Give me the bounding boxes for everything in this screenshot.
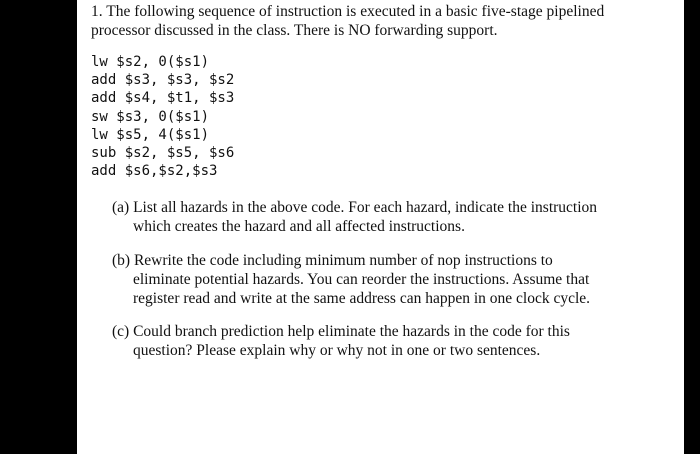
- part-a: [112, 198, 652, 236]
- code-line: lw $s2, 0($s1): [91, 54, 210, 70]
- code-line: sw $s3, 0($s1): [91, 108, 210, 125]
- part-c-line: question? Please explain why or why not in one or two sentences.: [133, 342, 541, 359]
- question-line: 1. The following sequence of instruction is executed in a basic five-stage pipelined: [91, 3, 605, 20]
- code-line: add $s4, $t1, $s3: [91, 90, 235, 107]
- part-b: [112, 251, 652, 308]
- part-b-line: (b) Rewrite the code including minimum number of nop instructions to: [112, 252, 553, 269]
- code-line: sub $s2, $s5, $s6: [91, 145, 235, 162]
- part-b-line: eliminate potential hazards. You can reorder the instructions. Assume that: [133, 271, 590, 288]
- part-c: [112, 322, 652, 360]
- part-a-line: (a) List all hazards in the above code. For each hazard, indicate the instruction: [112, 199, 598, 216]
- code-line: add $s3, $s3, $s2: [91, 72, 235, 89]
- question-text: [91, 2, 671, 40]
- part-a-line: which creates the hazard and all affected instructions.: [133, 218, 465, 235]
- question-line: processor discussed in the class. There is NO forwarding support.: [91, 22, 498, 39]
- code-line: lw $s5, 4($s1): [91, 126, 210, 143]
- code-block: [91, 53, 234, 180]
- part-c-line: (c) Could branch prediction help eliminate the hazards in the code for this: [112, 323, 570, 340]
- part-b-line: register read and write at the same address can happen in one clock cycle.: [133, 290, 591, 307]
- right-border: [684, 0, 700, 454]
- code-line: add $s6,$s2,$s3: [91, 163, 218, 180]
